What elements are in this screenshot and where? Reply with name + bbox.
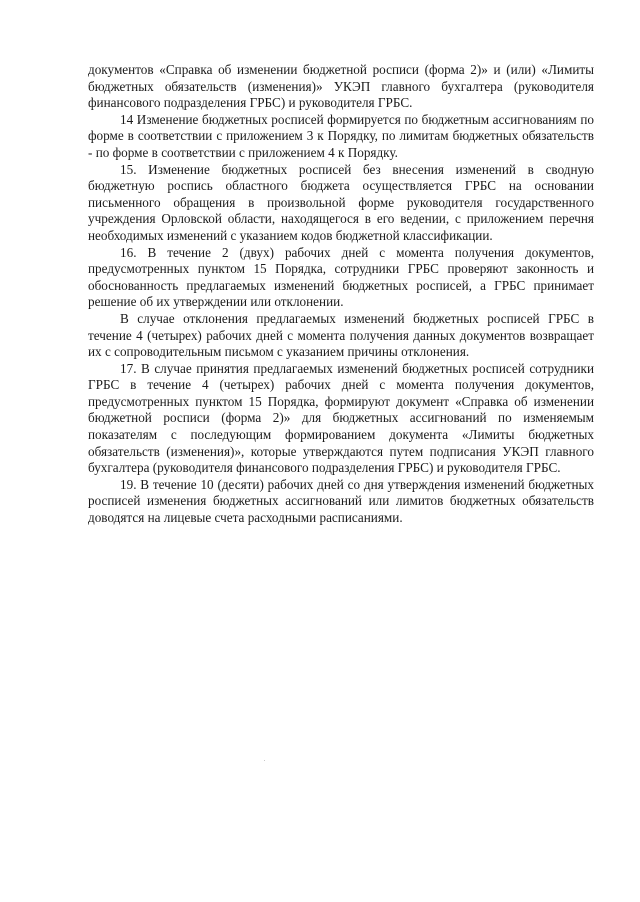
paragraph-16: 16. В течение 2 (двух) рабочих дней с момента получения документов, предусмотренных пунктом 15 Порядка, сотрудники ГРБС проверяют законность и обоснованность предлагаемых изменений бюджетных росписей, а ГРБС принимает решение об их утверждении или отклонении. [88, 244, 594, 310]
scan-speck [264, 760, 265, 761]
paragraph-16-rejection: В случае отклонения предлагаемых изменений бюджетных росписей ГРБС в течение 4 (четырех) рабочих дней с момента получения данных документов возвращает их с сопроводительным письмом с указанием причины отклонения. [88, 310, 594, 360]
paragraph-15: 15. Изменение бюджетных росписей без внесения изменений в сводную бюджетную роспись областного бюджета осуществляется ГРБС на основании письменного обращения в произвольной форме руководителя государственного учреждения Орловской области, находящегося в его ведении, с приложением перечня необходимых изменений с указанием кодов бюджетной классификации. [88, 161, 594, 243]
paragraph-14: 14 Изменение бюджетных росписей формируется по бюджетным ассигнованиям по форме в соответствии с приложением 3 к Порядку, по лимитам бюджетных обязательств - по форме в соответствии с приложением 4 к Порядку. [88, 111, 594, 160]
paragraph-19: 19. В течение 10 (десяти) рабочих дней со дня утверждения изменений бюджетных росписей изменения бюджетных ассигнований или лимитов бюджетных обязательств доводятся на лицевые счета расходными расписаниями. [88, 476, 594, 526]
paragraph-17: 17. В случае принятия предлагаемых изменений бюджетных росписей сотрудники ГРБС в течение 4 (четырех) рабочих дней с момента получения документов, предусмотренных пунктом 15 Порядка, формируют документ «Справка об изменении бюджетной росписи (форма 2)» для бюджетных ассигнований по изменяемым показателям с последующим формированием документа «Лимиты бюджетных обязательств (изменения)», которые утверждаются путем подписания УКЭП главного бухгалтера (руководителя финансового подразделения ГРБС) и руководителя ГРБС. [88, 360, 594, 476]
document-body [88, 62, 594, 527]
paragraph-continuation: документов «Справка об изменении бюджетной росписи (форма 2)» и (или) «Лимиты бюджетных обязательств (изменения)» УКЭП главного бухгалтера (руководителя финансового подразделения ГРБС) и руководителя ГРБС. [88, 62, 594, 111]
